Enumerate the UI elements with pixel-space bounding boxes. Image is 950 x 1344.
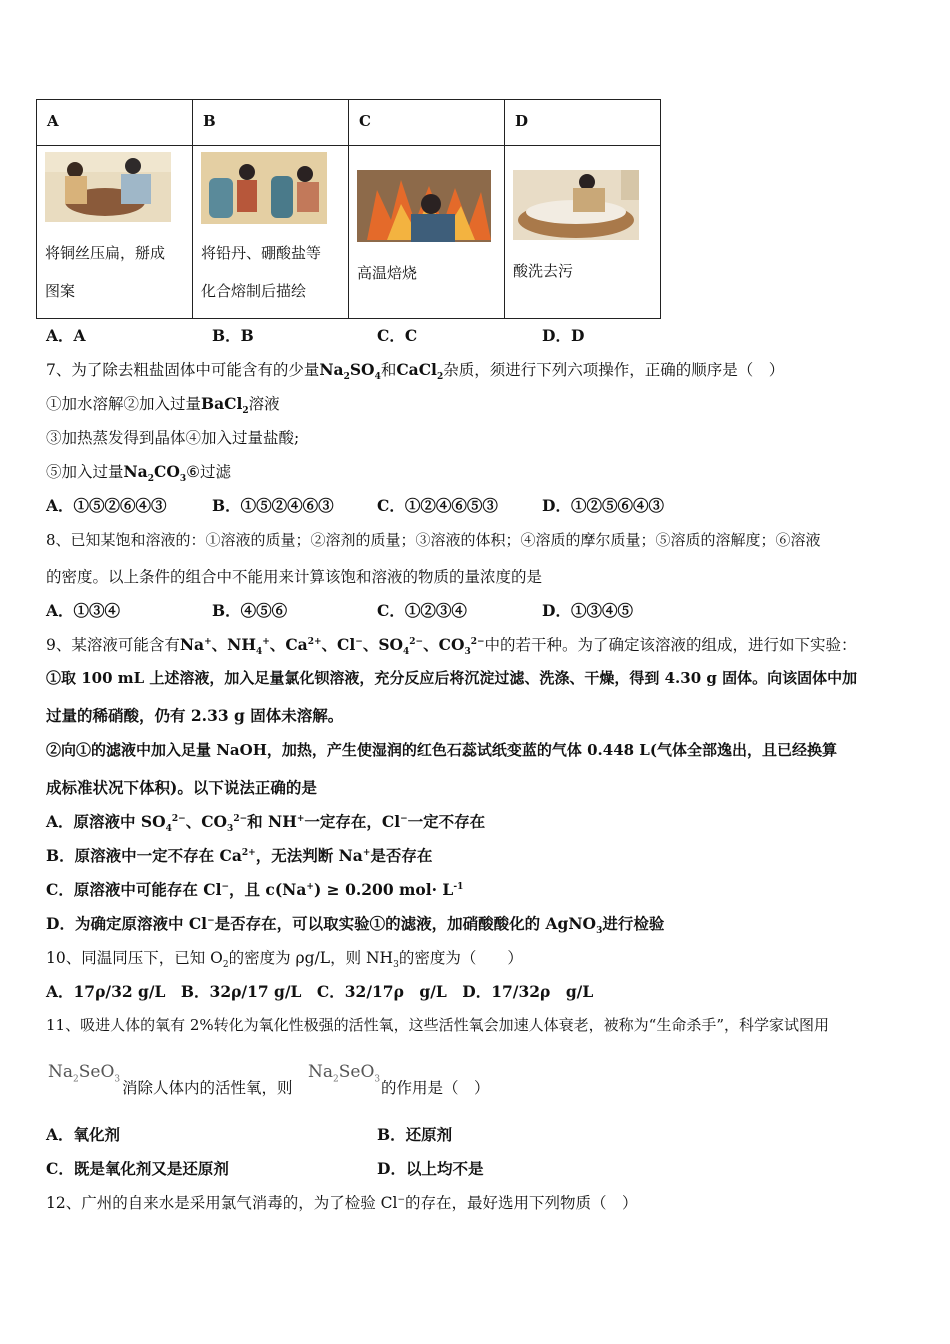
caption-a-line1: 将铜丝压扁，掰成 <box>45 244 166 262</box>
q8-option-c: C．①②③④ <box>377 601 467 620</box>
acid-washing-illustration <box>513 170 639 240</box>
table-header-c: C <box>349 100 505 146</box>
q11-stem-line1: 11、吸进人体的氧有 2%转化为氧化性极强的活性氧，这些活性氧会加速人体衰老，被称为“生命杀手”，科学家试图用 <box>46 1016 829 1034</box>
q7-option-a: A．①⑤②⑥④③ <box>46 496 167 515</box>
q8-stem-line1: 8、已知某饱和溶液的：①溶液的质量；②溶剂的质量；③溶液的体积；④溶质的摩尔质量；⑤溶质的溶解度；⑥溶液 <box>46 531 821 549</box>
q12-stem: 12、广州的自来水是采用氯气消毒的，为了检验 Cl−的存在，最好选用下列物质（ ） <box>46 1194 638 1212</box>
kiln-firing-illustration <box>357 170 491 242</box>
q11-stem-line2b: 的作用是（ ） <box>381 1079 490 1097</box>
table-header-b: B <box>193 100 349 146</box>
q9-option-a: A．原溶液中 $SO_4^{2-}$、$CO_3^{2-}$和 NH+一定存在，Cl−一定不存在 <box>46 812 486 835</box>
q10-stem: 10、同温同压下，已知 $O_2$的密度为 ρg/L，则 $NH_3$的密度为（ ） <box>46 949 523 971</box>
table-header-a: A <box>37 100 193 146</box>
q9-option-b: B．原溶液中一定不存在 $Ca^{2+}$，无法判断 Na+是否存在 <box>46 846 433 865</box>
enamel-painting-illustration <box>201 152 327 224</box>
na2seo3-formula-1: $Na_2SeO_3$ <box>48 1062 121 1085</box>
q7-option-d: D．①②⑤⑥④③ <box>542 496 664 515</box>
caption-c: 高温焙烧 <box>357 264 418 282</box>
table-cell-b <box>193 146 349 319</box>
table-cell-c <box>349 146 505 319</box>
q7-step-line2: ③加热蒸发得到晶体④加入过量盐酸; <box>46 429 300 447</box>
table-header-d: D <box>505 100 661 146</box>
caption-d: 酸洗去污 <box>513 262 574 280</box>
q8-stem-line2: 的密度。以上条件的组合中不能用来计算该饱和溶液的物质的量浓度的是 <box>46 568 543 586</box>
table-cell-a <box>37 146 193 319</box>
q6-option-a: A．A <box>46 326 86 345</box>
q8-option-a: A．①③④ <box>46 601 121 620</box>
q6-option-d: D．D <box>542 326 585 345</box>
q7-step-line3: ⑤加入过量$Na_2CO_3⑥$过滤 <box>46 462 232 485</box>
q8-option-d: D．①③④⑤ <box>542 601 633 620</box>
q7-option-b: B．①⑤②④⑥③ <box>212 496 334 515</box>
caption-a-line2: 图案 <box>45 282 76 300</box>
caption-b-line2: 化合熔制后描绘 <box>201 282 307 300</box>
q9-experiment1-line2: 过量的稀硝酸，仍有 2.33 g 固体未溶解。 <box>46 706 344 725</box>
copper-wire-illustration <box>45 152 171 222</box>
q11-option-b: B．还原剂 <box>377 1125 453 1144</box>
q9-option-d: D．为确定原溶液中 Cl−是否存在，可以取实验①的滤液，加硝酸酸化的 AgNO$_3$进行检验 <box>46 914 665 937</box>
q6-option-b: B．B <box>212 326 254 345</box>
q9-experiment2-line1: ②向①的滤液中加入足量 NaOH，加热，产生使湿润的红色石蕊试纸变蓝的气体 0.448 L(气体全部逸出，且已经换算 <box>46 741 837 759</box>
q8-option-b: B．④⑤⑥ <box>212 601 288 620</box>
q11-stem-line2a: 消除人体内的活性氧，则 <box>122 1079 293 1097</box>
q7-stem: 7、为了除去粗盐固体中可能含有的少量$Na_2SO_4$和CaCl$_2$杂质，须进行下列六项操作，正确的顺序是（ ） <box>46 360 785 383</box>
q11-option-d: D．以上均不是 <box>377 1159 484 1178</box>
q11-option-c: C．既是氧化剂又是还原剂 <box>46 1159 229 1178</box>
q9-experiment2-line2: 成标准状况下体积)。以下说法正确的是 <box>46 778 317 797</box>
caption-b-line1: 将铅丹、硼酸盐等 <box>201 244 322 262</box>
q6-option-c: C．C <box>377 326 418 345</box>
table-cell-d <box>505 146 661 319</box>
q9-option-c: C．原溶液中可能存在 Cl−，且 c(Na+) ≥ 0.200 $mol\cdot L^{-1}$ <box>46 880 464 899</box>
q7-option-c: C．①②④⑥⑤③ <box>377 496 498 515</box>
q6-options-table <box>36 99 661 319</box>
q11-option-a: A．氧化剂 <box>46 1125 121 1144</box>
q10-options: A．17ρ/32 g/L B．32ρ/17 g/L C．32/17ρ g/L D．17/32ρ g/L <box>46 982 594 1001</box>
na2seo3-formula-2: $Na_2SeO_3$ <box>308 1062 381 1085</box>
q9-experiment1-line1: ①取 100 mL 上述溶液，加入足量氯化钡溶液，充分反应后将沉淀过滤、洗涤、干燥，得到 4.30 g 固体。向该固体中加 <box>46 669 858 687</box>
q7-step-line1: ①加水溶解②加入过量BaCl$_2$溶液 <box>46 394 280 417</box>
q9-stem: 9、某溶液可能含有Na+、$NH_4^+$、$Ca^{2+}$、Cl−、$SO_4^{2-}$、$CO_3^{2-}$中的若干种。为了确定该溶液的组成，进行如下实验： <box>46 635 857 658</box>
